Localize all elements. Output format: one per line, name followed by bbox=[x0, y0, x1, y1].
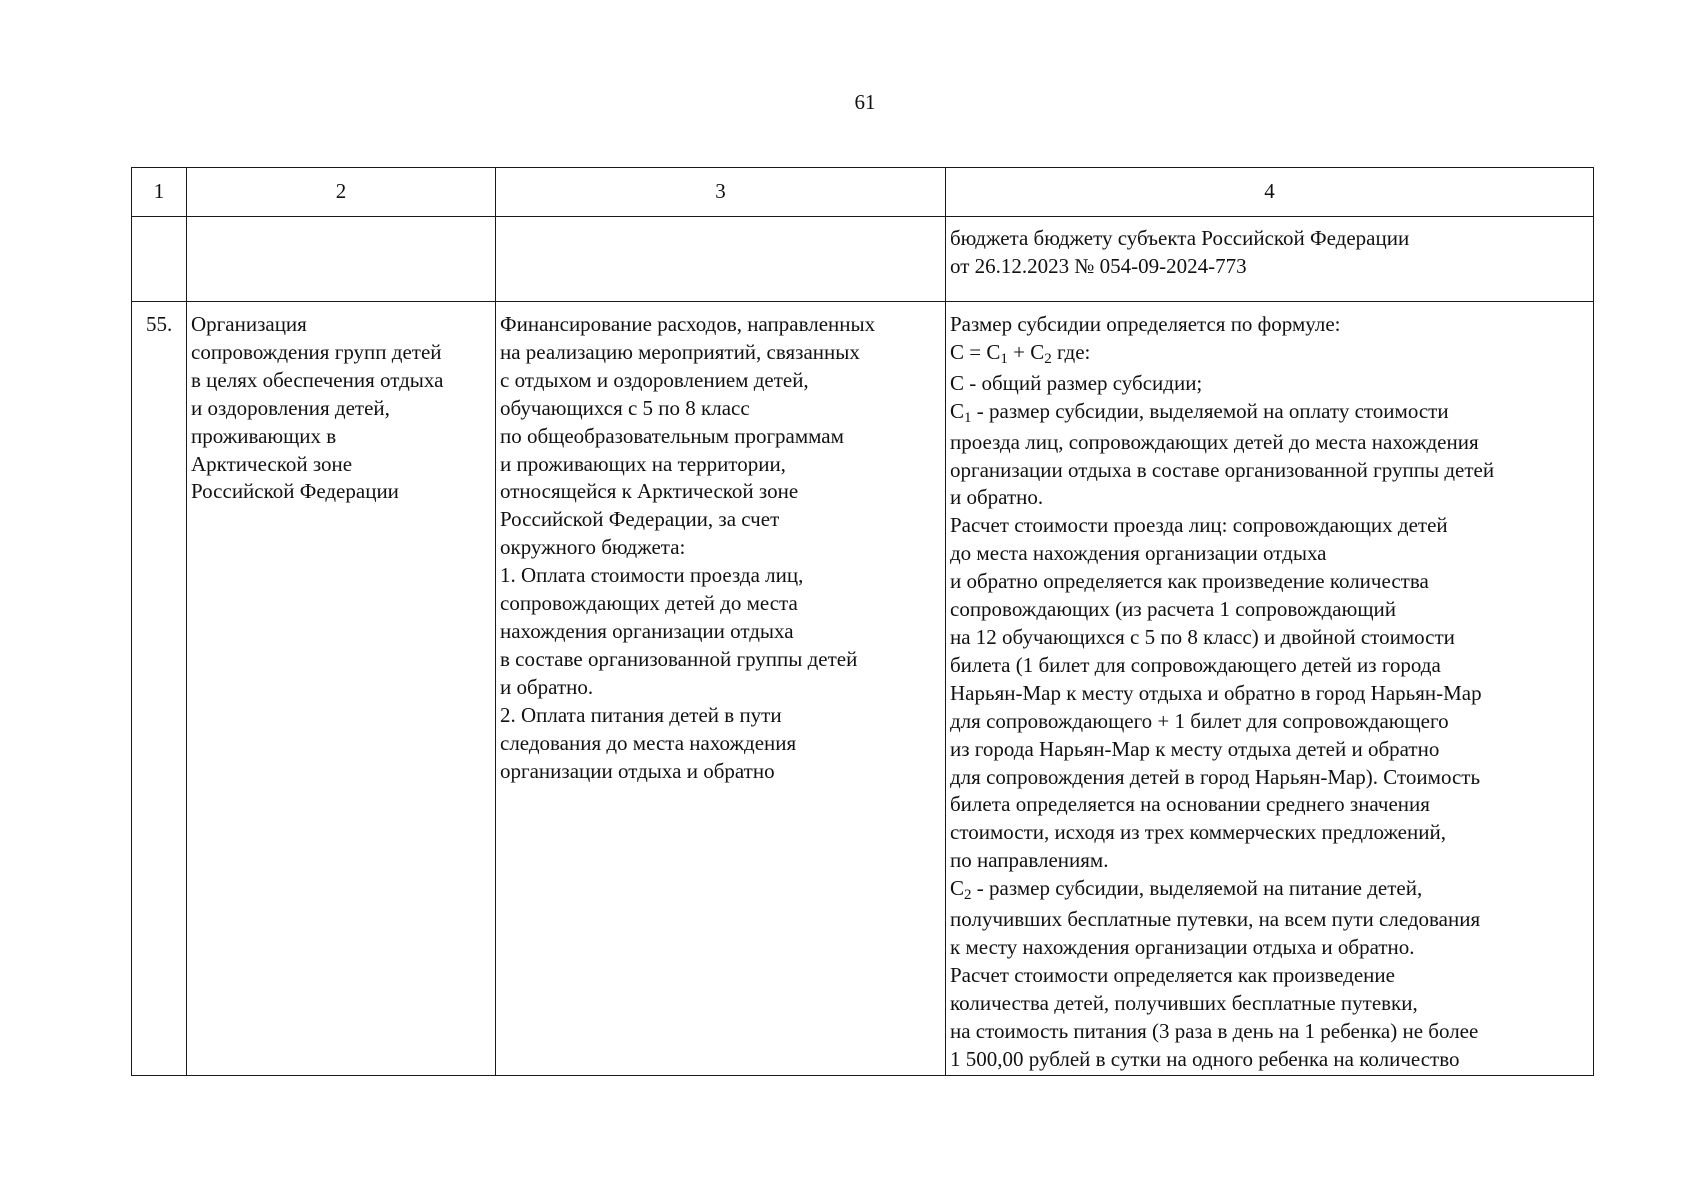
text-line: окружного бюджета: bbox=[500, 535, 686, 560]
text-line: по направлениям. bbox=[950, 848, 1109, 873]
entry-number-cell bbox=[132, 302, 187, 1076]
text-line: $С_1$ - размер субсидии, выделяемой на оплату стоимости bbox=[950, 398, 1449, 426]
table-header-row bbox=[132, 168, 1594, 217]
text-line: и обратно. bbox=[950, 485, 1044, 510]
text-line: для сопровождающего + 1 билет для сопровождающего bbox=[950, 708, 1449, 733]
text-line: 1. Оплата стоимости проезда лиц, bbox=[500, 563, 804, 588]
entry-formula-text bbox=[950, 311, 1589, 1073]
text-line: от 26.12.2023 № 054-09-2024-773 bbox=[950, 253, 1247, 278]
text-line: проживающих в bbox=[191, 423, 337, 448]
text-line: организации отдыха и обратно bbox=[500, 758, 775, 783]
text-line: Расчет стоимости проезда лиц: сопровождающих детей bbox=[950, 513, 1448, 538]
text-line: билета определяется на основании среднего значения bbox=[950, 792, 1430, 817]
page-number: 61 bbox=[854, 90, 876, 114]
text-line: на 12 обучающихся с 5 по 8 класс) и двойной стоимости bbox=[950, 624, 1455, 649]
text-line: по общеобразовательным программам bbox=[500, 423, 844, 448]
text-line: Российской Федерации bbox=[191, 479, 399, 504]
text-line: проезда лиц, сопровождающих детей до места нахождения bbox=[950, 429, 1479, 454]
text-line: Расчет стоимости определяется как произведение bbox=[950, 962, 1395, 987]
header-col-3: 3 bbox=[496, 168, 946, 217]
text-line: сопровождающих (из расчета 1 сопровождающий bbox=[950, 597, 1396, 622]
text-line: бюджета бюджету субъекта Российской Федерации bbox=[950, 226, 1410, 250]
text-line: Организация bbox=[191, 312, 307, 336]
continuation-col-2 bbox=[187, 217, 496, 302]
text-line: стоимости, исходя из трех коммерческих предложений, bbox=[950, 820, 1446, 845]
text-line: билета (1 билет для сопровождающего детей из города bbox=[950, 652, 1441, 677]
text-line: в составе организованной группы детей bbox=[500, 646, 858, 671]
text-line: и обратно. bbox=[500, 674, 594, 699]
continuation-col-1 bbox=[132, 217, 187, 302]
text-line: на стоимость питания (3 раза в день на 1 ребенка) не более bbox=[950, 1018, 1479, 1043]
header-col-4: 4 bbox=[946, 168, 1594, 217]
regulation-table bbox=[131, 167, 1594, 1076]
text-line: 1 500,00 рублей в сутки на одного ребенка на количество bbox=[950, 1046, 1460, 1071]
text-line: относящейся к Арктической зоне bbox=[500, 479, 799, 504]
text-line: получивших бесплатные путевки, на всем пути следования bbox=[950, 907, 1481, 932]
text-line: для сопровождения детей в город Нарьян-Мар). Стоимость bbox=[950, 764, 1481, 789]
text-line: количества детей, получивших бесплатные путевки, bbox=[950, 990, 1418, 1015]
text-line: Арктической зоне bbox=[191, 451, 353, 476]
text-line: Размер субсидии определяется по формуле: bbox=[950, 312, 1341, 336]
text-line: С - общий размер субсидии; bbox=[950, 370, 1203, 395]
text-line: нахождения организации отдыха bbox=[500, 618, 794, 643]
text-line: $С = С_1 + С_2$ где: bbox=[950, 339, 1091, 367]
text-line: до места нахождения организации отдыха bbox=[950, 541, 1327, 566]
text-line: Финансирование расходов, направленных bbox=[500, 312, 876, 336]
text-line: и оздоровления детей, bbox=[191, 395, 390, 420]
text-line: и проживающих на территории, bbox=[500, 451, 786, 476]
text-line: обучающихся с 5 по 8 класс bbox=[500, 395, 750, 420]
entry-col-4 bbox=[946, 302, 1594, 1076]
text-line: организации отдыха в составе организованной группы детей bbox=[950, 457, 1495, 482]
header-col-1: 1 bbox=[132, 168, 187, 217]
entry-number: 55. bbox=[146, 312, 173, 336]
text-line: $С_2$ - размер субсидии, выделяемой на питание детей, bbox=[950, 876, 1423, 904]
entry-expenses-text bbox=[500, 311, 941, 785]
entry-title-text bbox=[191, 311, 491, 506]
text-line: 2. Оплата питания детей в пути bbox=[500, 702, 782, 727]
continuation-col-4-text bbox=[950, 225, 1589, 281]
entry-col-3 bbox=[496, 302, 946, 1076]
text-line: к месту нахождения организации отдыха и обратно. bbox=[950, 934, 1415, 959]
table-row-55 bbox=[132, 302, 1594, 1076]
text-line: Российской Федерации, за счет bbox=[500, 507, 780, 532]
text-line: с отдыхом и оздоровлением детей, bbox=[500, 367, 809, 392]
text-line: сопровождения групп детей bbox=[191, 339, 442, 364]
text-line: в целях обеспечения отдыха bbox=[191, 367, 444, 392]
continuation-col-4 bbox=[946, 217, 1594, 302]
entry-col-2 bbox=[187, 302, 496, 1076]
text-line: Нарьян-Мар к месту отдыха и обратно в город Нарьян-Мар bbox=[950, 680, 1482, 705]
text-line: на реализацию мероприятий, связанных bbox=[500, 339, 860, 364]
text-line: сопровождающих детей до места bbox=[500, 591, 798, 616]
continuation-col-3 bbox=[496, 217, 946, 302]
continuation-row bbox=[132, 217, 1594, 302]
text-line: из города Нарьян-Мар к месту отдыха детей и обратно bbox=[950, 736, 1440, 761]
text-line: и обратно определяется как произведение количества bbox=[950, 569, 1429, 594]
header-col-2: 2 bbox=[187, 168, 496, 217]
text-line: следования до места нахождения bbox=[500, 730, 797, 755]
